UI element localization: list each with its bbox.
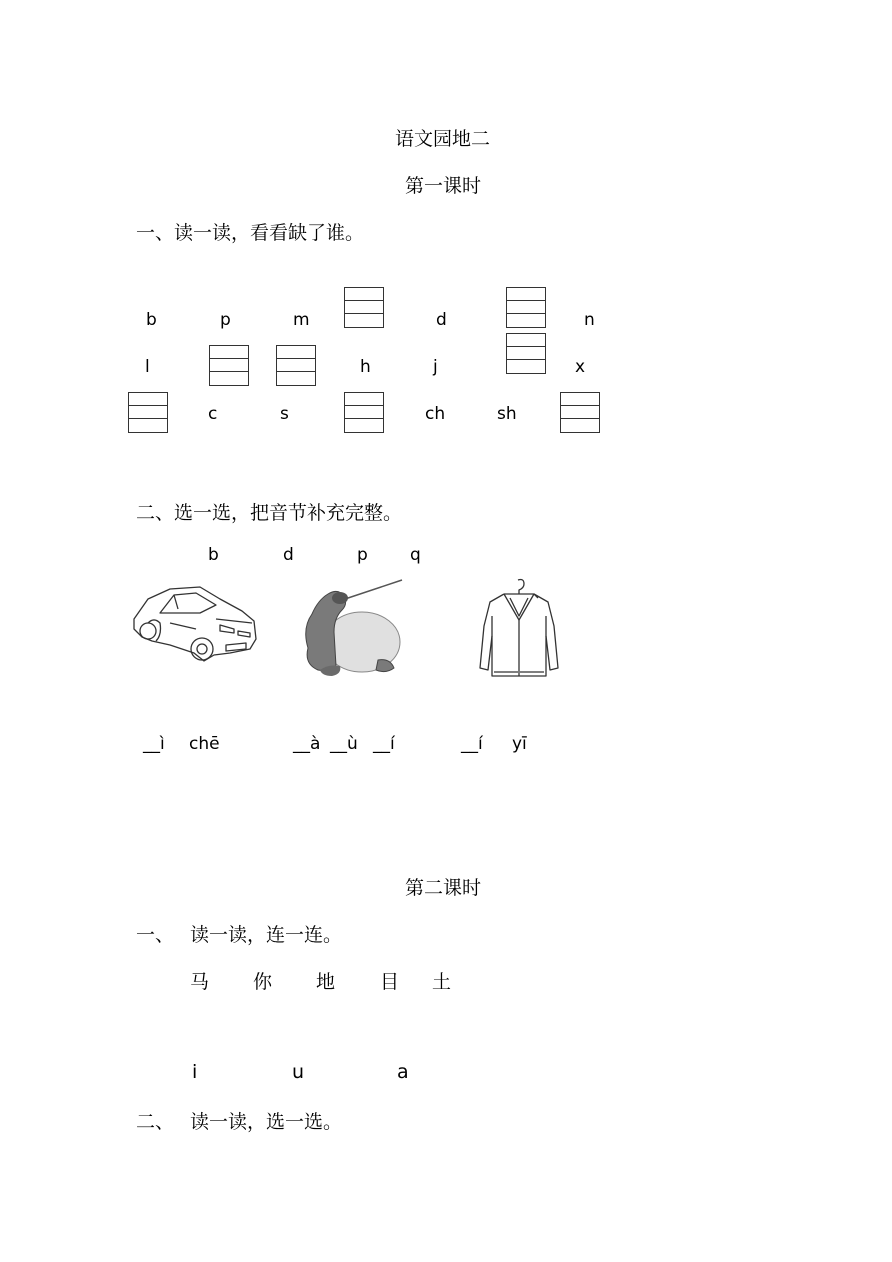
- initial-c: c: [208, 404, 218, 424]
- initial-d: d: [436, 310, 447, 330]
- question1-label: 一、读一读，看看缺了谁。: [136, 222, 365, 244]
- syllable-hippo-2: __ù: [330, 734, 358, 754]
- initial-b: b: [146, 310, 157, 330]
- initial-x: x: [575, 357, 586, 377]
- hippo-illustration: [298, 578, 406, 678]
- char-ni: 你: [253, 971, 273, 993]
- initial-l: l: [145, 357, 150, 377]
- char-ma: 马: [190, 971, 210, 993]
- coat-illustration: [474, 576, 564, 684]
- syllable-car-final: chē: [189, 734, 220, 754]
- option-q: q: [410, 545, 421, 565]
- lesson2-question1-number: 一、: [136, 924, 175, 946]
- syllable-coat-final: yī: [512, 734, 527, 754]
- answer-box[interactable]: [276, 345, 316, 386]
- char-mu: 目: [380, 971, 400, 993]
- question2-label: 二、选一选，把音节补充完整。: [136, 502, 403, 524]
- lesson2-question2-text: 读一读，选一选。: [190, 1111, 343, 1133]
- page-title: 语文园地二: [395, 128, 491, 150]
- car-illustration: [130, 583, 260, 669]
- answer-box[interactable]: [560, 392, 600, 433]
- char-di: 地: [316, 971, 336, 993]
- lesson2-question2-number: 二、: [136, 1111, 175, 1133]
- initial-p: p: [220, 310, 231, 330]
- lesson2-heading: 第二课时: [405, 877, 482, 899]
- option-p: p: [357, 545, 368, 565]
- option-b: b: [208, 545, 219, 565]
- initial-m: m: [293, 310, 310, 330]
- answer-box[interactable]: [128, 392, 168, 433]
- initial-sh: sh: [497, 404, 517, 424]
- syllable-hippo-1: __à: [293, 734, 321, 754]
- answer-box[interactable]: [506, 287, 546, 328]
- initial-j: j: [433, 357, 438, 377]
- initial-ch: ch: [425, 404, 446, 424]
- answer-box[interactable]: [344, 287, 384, 328]
- initial-h: h: [360, 357, 371, 377]
- char-tu: 土: [432, 971, 452, 993]
- initial-s: s: [280, 404, 289, 424]
- pinyin-i: i: [192, 1061, 198, 1083]
- answer-box[interactable]: [506, 333, 546, 374]
- syllable-hippo-3: __í: [373, 734, 395, 754]
- pinyin-u: u: [292, 1061, 305, 1083]
- answer-box[interactable]: [344, 392, 384, 433]
- lesson1-heading: 第一课时: [405, 175, 482, 197]
- option-d: d: [283, 545, 294, 565]
- pinyin-a: a: [397, 1061, 409, 1083]
- syllable-coat-initial: __í: [461, 734, 483, 754]
- syllable-car-initial: __ì: [143, 734, 165, 754]
- lesson2-question1-text: 读一读，连一连。: [190, 924, 343, 946]
- answer-box[interactable]: [209, 345, 249, 386]
- initial-n: n: [584, 310, 595, 330]
